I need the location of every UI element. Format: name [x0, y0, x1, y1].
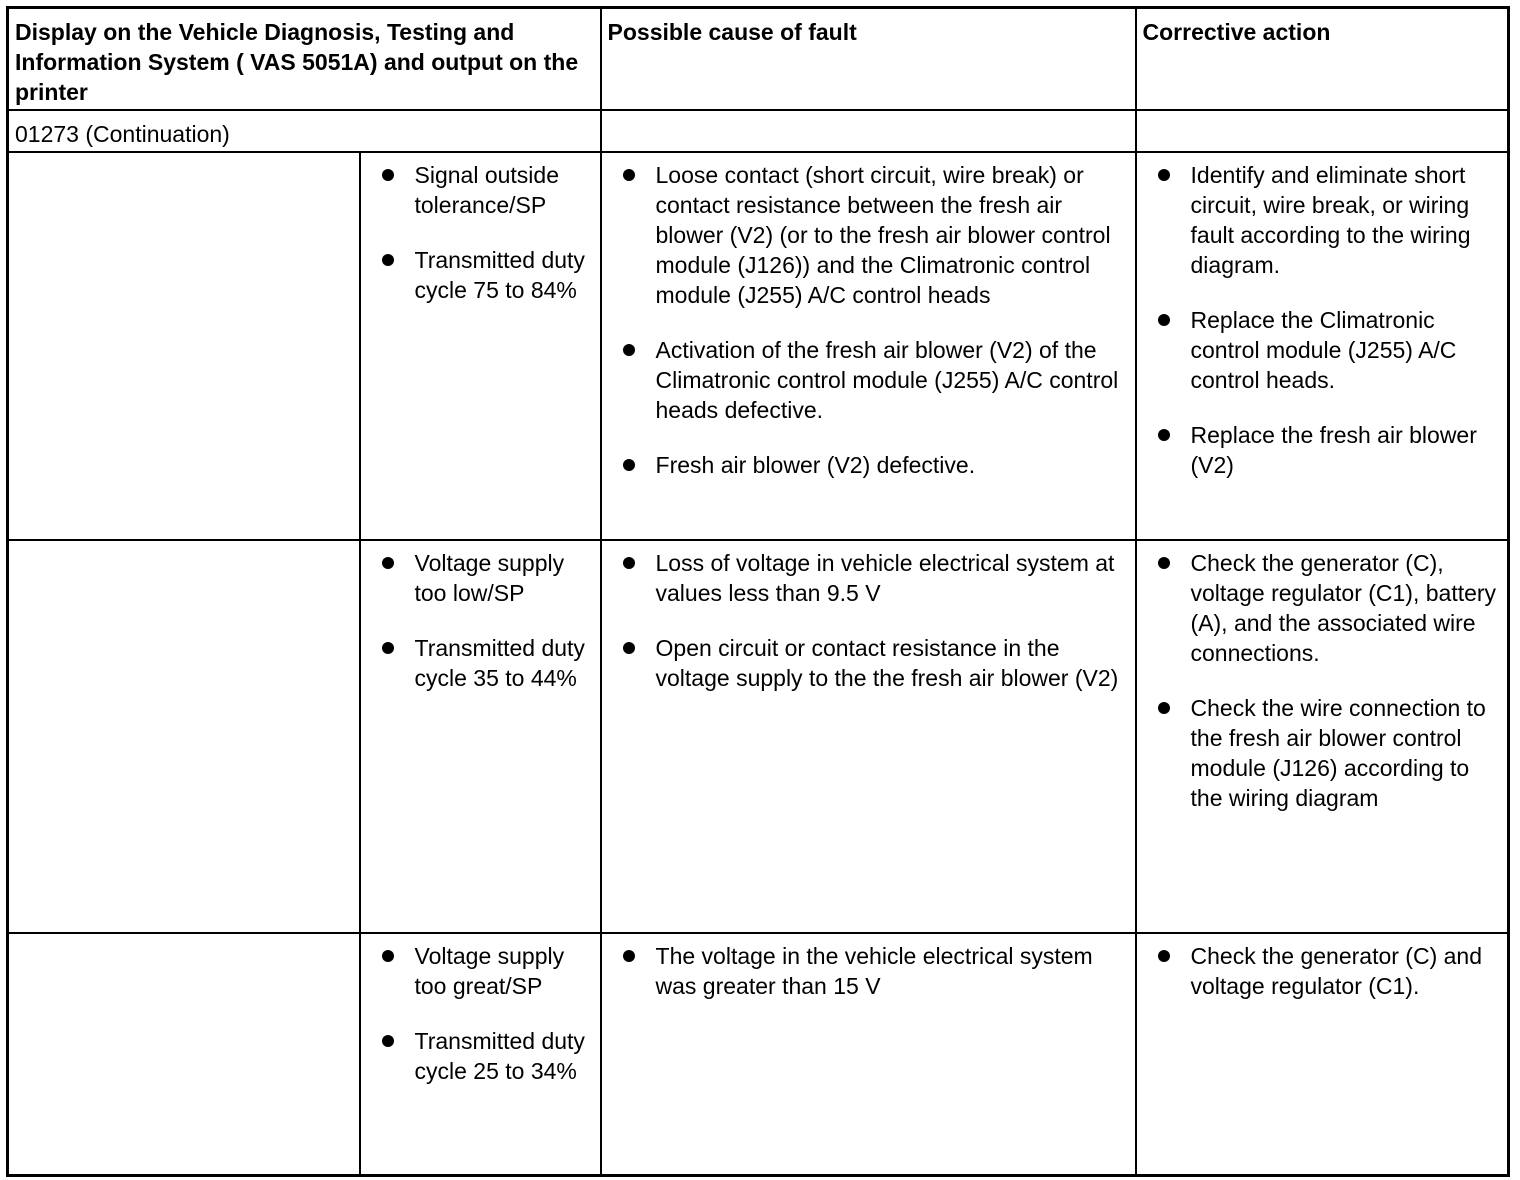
bullet-icon	[1158, 429, 1170, 441]
header-display: Display on the Vehicle Diagnosis, Testing and Information System ( VAS 5051A) and output on the printer	[8, 8, 601, 110]
bullet-icon	[623, 169, 635, 181]
bullet-icon	[382, 557, 394, 569]
bullet-icon	[1158, 950, 1170, 962]
bullet-icon	[382, 950, 394, 962]
display-cell	[360, 540, 601, 933]
list-item: Transmitted duty cycle 35 to 44%	[361, 633, 594, 693]
bullet-icon	[623, 557, 635, 569]
list-item: Check the generator (C), voltage regulator (C1), battery (A), and the associated wire connections.	[1137, 548, 1502, 668]
list-item: Check the wire connection to the fresh air blower control module (J126) according to the wiring diagram	[1137, 693, 1502, 813]
bullet-icon	[1158, 169, 1170, 181]
list-item: Voltage supply too great/SP	[361, 941, 594, 1001]
code-cell-empty	[8, 152, 360, 540]
bullet-icon	[623, 459, 635, 471]
display-list	[361, 160, 594, 305]
display-list	[361, 548, 594, 693]
list-item: The voltage in the vehicle electrical system was greater than 15 V	[602, 941, 1129, 1001]
action-cell	[1136, 152, 1509, 540]
cause-cell	[601, 933, 1136, 1176]
list-item: Voltage supply too low/SP	[361, 548, 594, 608]
list-item: Transmitted duty cycle 75 to 84%	[361, 245, 594, 305]
list-item: Activation of the fresh air blower (V2) of the Climatronic control module (J255) A/C control heads defective.	[602, 335, 1129, 425]
table-row	[8, 540, 1509, 933]
action-cell	[1136, 540, 1509, 933]
bullet-icon	[623, 344, 635, 356]
list-item: Open circuit or contact resistance in the voltage supply to the the fresh air blower (V2)	[602, 633, 1129, 693]
list-item: Check the generator (C) and voltage regulator (C1).	[1137, 941, 1502, 1001]
bullet-icon	[382, 254, 394, 266]
header-row	[8, 8, 1509, 110]
bullet-icon	[1158, 557, 1170, 569]
list-item: Replace the fresh air blower (V2)	[1137, 420, 1502, 480]
bullet-icon	[623, 642, 635, 654]
cause-list	[602, 160, 1129, 480]
display-cell	[360, 152, 601, 540]
list-item: Loss of voltage in vehicle electrical system at values less than 9.5 V	[602, 548, 1129, 608]
list-item: Fresh air blower (V2) defective.	[602, 450, 1129, 480]
display-cell	[360, 933, 601, 1176]
list-item: Transmitted duty cycle 25 to 34%	[361, 1026, 594, 1086]
fault-table	[6, 6, 1510, 1177]
action-list	[1137, 548, 1502, 813]
cause-cell	[601, 152, 1136, 540]
code-cell-empty	[8, 933, 360, 1176]
list-item: Loose contact (short circuit, wire break) or contact resistance between the fresh air blower (V2) (or to the fresh air blower control module (J126)) and the Climatronic control module (J255) A/C control heads	[602, 160, 1129, 310]
bullet-icon	[382, 1035, 394, 1047]
continuation-cause-empty	[601, 110, 1136, 152]
bullet-icon	[1158, 702, 1170, 714]
code-cell-empty	[8, 540, 360, 933]
table-row	[8, 152, 1509, 540]
continuation-action-empty	[1136, 110, 1509, 152]
display-list	[361, 941, 594, 1086]
action-cell	[1136, 933, 1509, 1176]
bullet-icon	[382, 169, 394, 181]
continuation-row	[8, 110, 1509, 152]
continuation-label: 01273 (Continuation)	[8, 110, 601, 152]
table-row	[8, 933, 1509, 1176]
list-item: Identify and eliminate short circuit, wire break, or wiring fault according to the wiring diagram.	[1137, 160, 1502, 280]
header-cause: Possible cause of fault	[601, 8, 1136, 110]
action-list	[1137, 160, 1502, 480]
bullet-icon	[382, 642, 394, 654]
bullet-icon	[1158, 314, 1170, 326]
list-item: Signal outside tolerance/SP	[361, 160, 594, 220]
cause-cell	[601, 540, 1136, 933]
cause-list	[602, 941, 1129, 1001]
header-action: Corrective action	[1136, 8, 1509, 110]
cause-list	[602, 548, 1129, 693]
action-list	[1137, 941, 1502, 1001]
list-item: Replace the Climatronic control module (J255) A/C control heads.	[1137, 305, 1502, 395]
bullet-icon	[623, 950, 635, 962]
